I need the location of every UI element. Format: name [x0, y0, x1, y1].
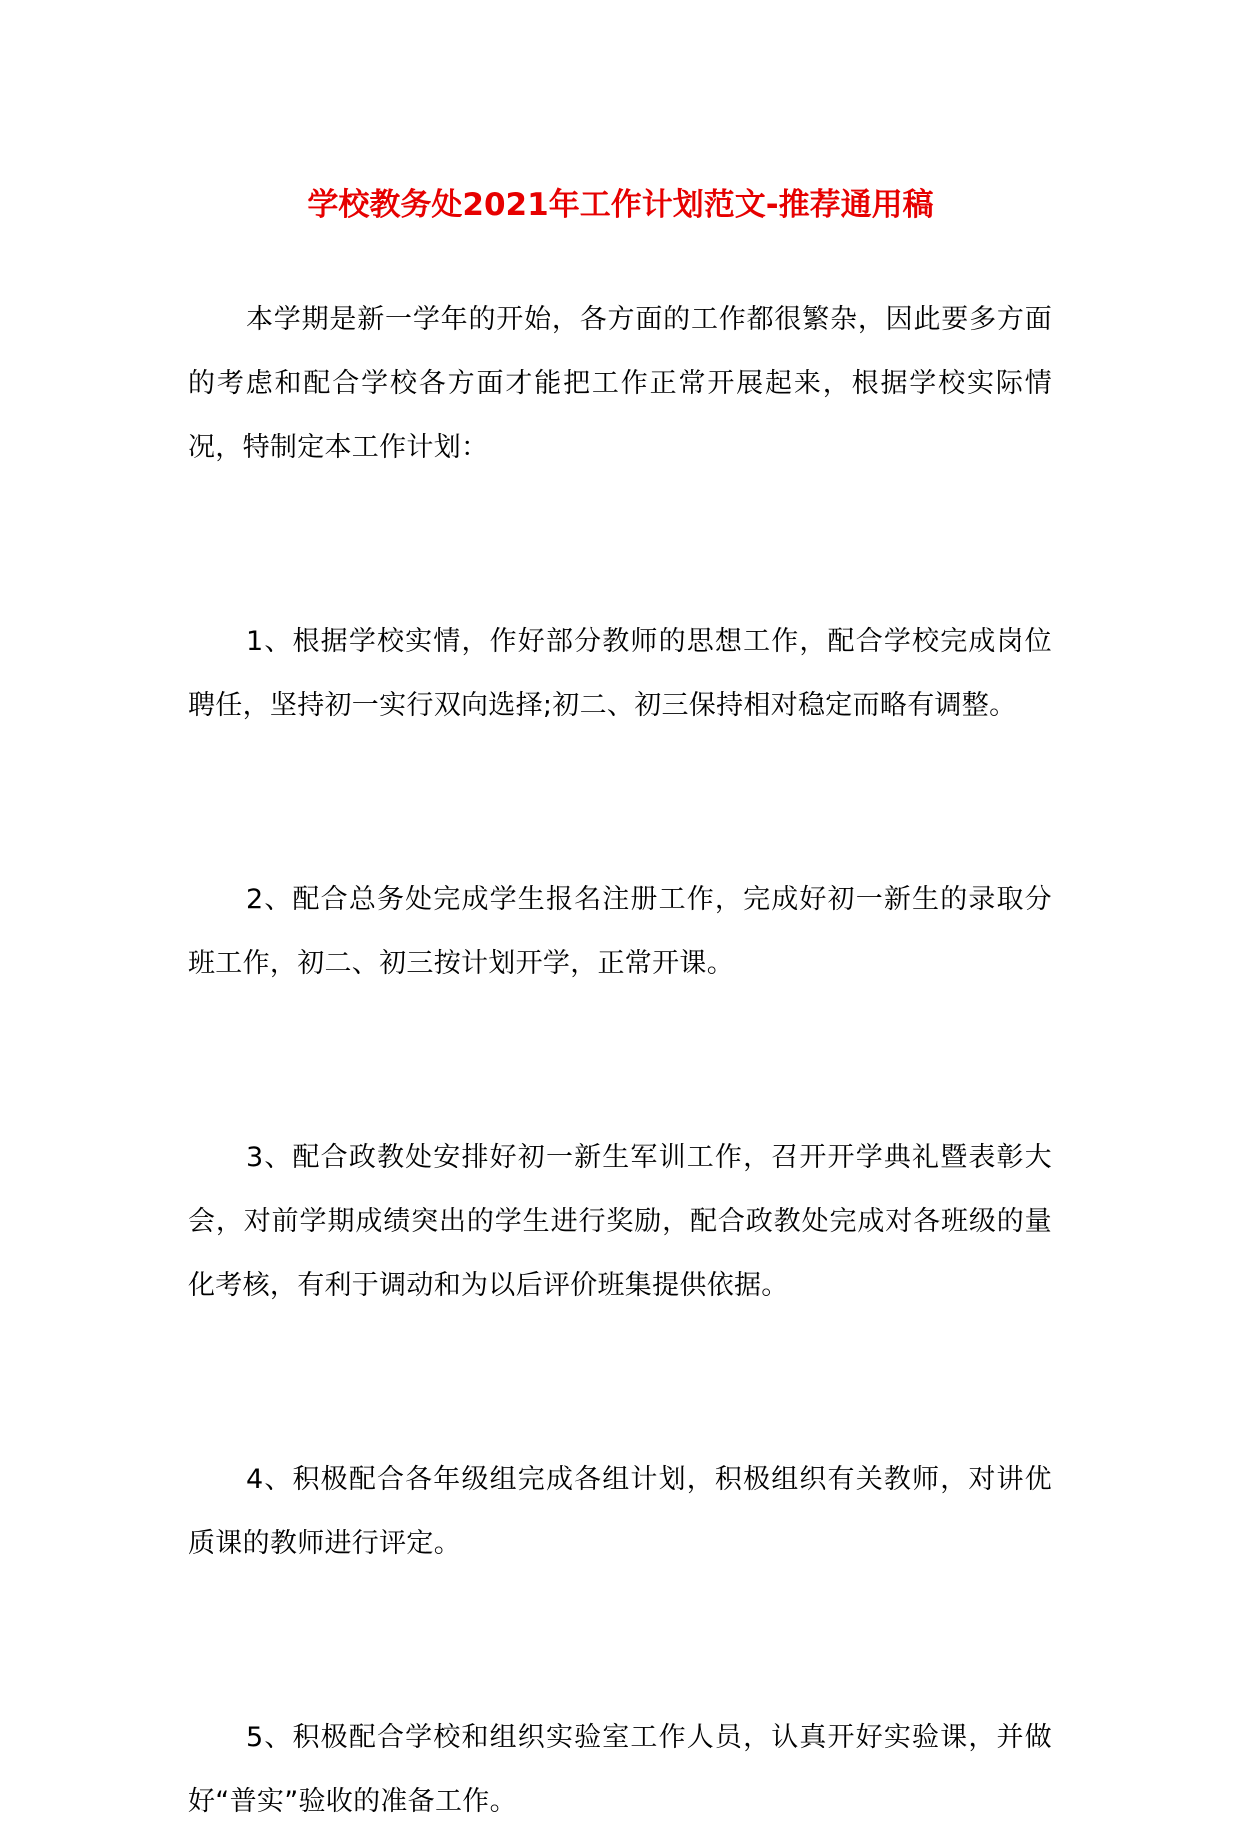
document-title: 学校教务处2021年工作计划范文-推荐通用稿: [307, 186, 934, 223]
plan-item-1: 1、根据学校实情，作好部分教师的思想工作，配合学校完成岗位聘任，坚持初一实行双向选择;初二、初三保持相对稳定而略有调整。: [188, 626, 1052, 721]
plan-item-3: 3、配合政教处安排好初一新生军训工作，召开开学典礼暨表彰大会，对前学期成绩突出的学生进行奖励，配合政教处完成对各班级的量化考核，有利于调动和为以后评价班集提供依据。: [188, 1142, 1052, 1301]
plan-item-4: 4、积极配合各年级组完成各组计划，积极组织有关教师，对讲优质课的教师进行评定。: [188, 1464, 1052, 1559]
intro-paragraph: 本学期是新一学年的开始，各方面的工作都很繁杂，因此要多方面的考虑和配合学校各方面才能把工作正常开展起来，根据学校实际情况，特制定本工作计划：: [188, 304, 1052, 463]
document-body: [188, 288, 1052, 1834]
plan-item-5: 5、积极配合学校和组织实验室工作人员，认真开好实验课，并做好“普实”验收的准备工作。: [188, 1722, 1052, 1817]
plan-item-2: 2、配合总务处完成学生报名注册工作，完成好初一新生的录取分班工作，初二、初三按计划开学，正常开课。: [188, 884, 1052, 979]
